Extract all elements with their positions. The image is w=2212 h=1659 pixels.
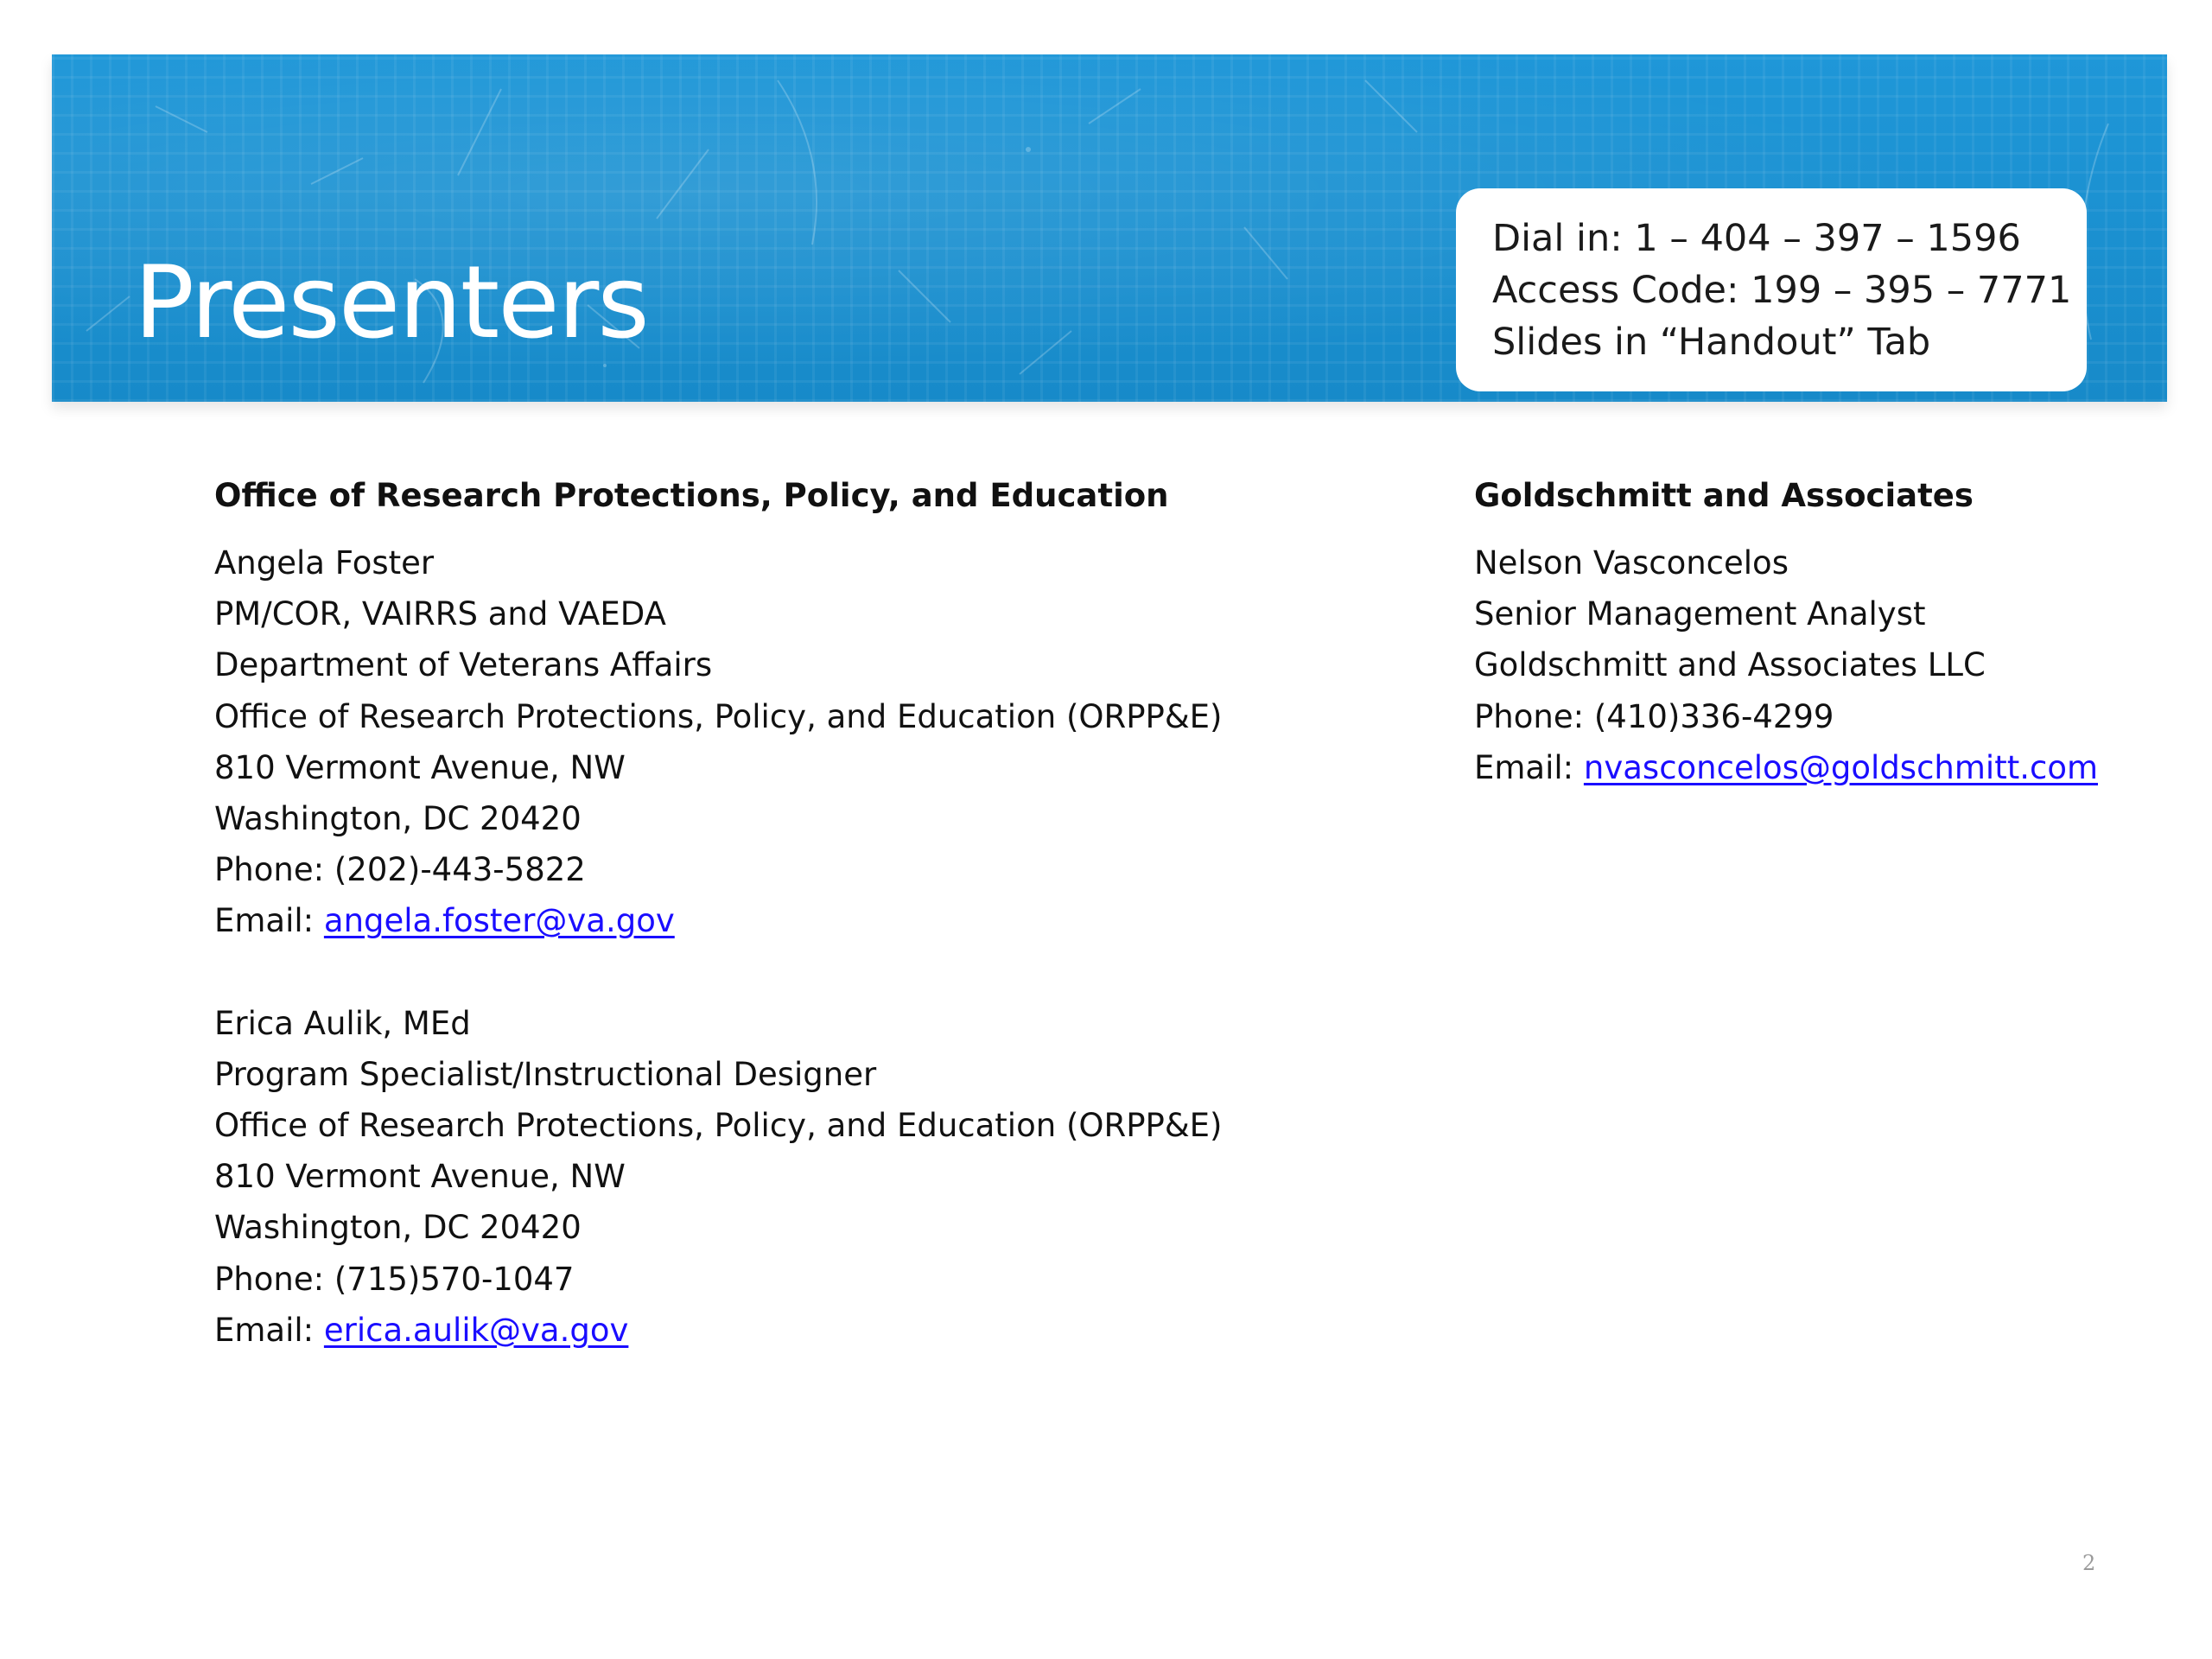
spacer [214,947,1424,998]
contact-line: Department of Veterans Affairs [214,646,713,684]
contact-line: Washington, DC 20420 [214,800,582,838]
contact-line: Washington, DC 20420 [214,1209,582,1247]
contact-line: Senior Management Analyst [1474,595,1926,633]
page-number: 2 [2082,1551,2096,1575]
contact-line: PM/COR, VAIRRS and VAEDA [214,595,666,633]
contact-line: Program Specialist/Instructional Designer [214,1055,877,1093]
contact-phone: Phone: (202)-443-5822 [214,851,586,889]
contact-name: Angela Foster [214,544,435,582]
email-label: Email: [1474,748,1584,786]
contact-email-row [214,895,1424,946]
email-link[interactable]: erica.aulik@va.gov [323,1311,629,1349]
contact-name: Nelson Vasconcelos [1474,544,1789,582]
contact-line: Office of Research Protections, Policy, and Education (ORPP&E) [214,697,1223,735]
dial-in-info-box [1456,188,2087,391]
org-heading-orppe: Office of Research Protections, Policy, and Education [214,477,1169,514]
contact-line: Goldschmitt and Associates LLC [1474,646,1986,684]
email-label: Email: [214,902,324,940]
contact-card-nelson-vasconcelos [1474,537,2165,793]
contact-name: Erica Aulik, MEd [214,1004,471,1042]
contact-line: 810 Vermont Avenue, NW [214,1158,626,1196]
email-link[interactable]: nvasconcelos@goldschmitt.com [1583,748,2098,786]
email-link[interactable]: angela.foster@va.gov [323,902,675,940]
contact-email-row [1474,742,2165,793]
right-column [1474,477,2165,793]
left-column [214,477,1424,1356]
contact-phone: Phone: (410)336-4299 [1474,697,1834,735]
contact-card-angela-foster [214,537,1424,947]
page-title: Presenters [134,245,648,361]
contact-email-row [214,1305,1424,1356]
contact-card-erica-aulik [214,998,1424,1356]
email-label: Email: [214,1311,324,1349]
header-banner [52,54,2167,402]
handout-note: Slides in “Handout” Tab [1492,321,1931,364]
org-heading-goldschmitt: Goldschmitt and Associates [1474,477,1974,514]
dial-in-number: Dial in: 1 – 404 – 397 – 1596 [1492,217,2021,260]
contact-line: 810 Vermont Avenue, NW [214,748,626,786]
access-code: Access Code: 199 – 395 – 7771 [1492,269,2072,312]
contact-line: Office of Research Protections, Policy, and Education (ORPP&E) [214,1107,1223,1145]
contact-phone: Phone: (715)570-1047 [214,1260,575,1298]
